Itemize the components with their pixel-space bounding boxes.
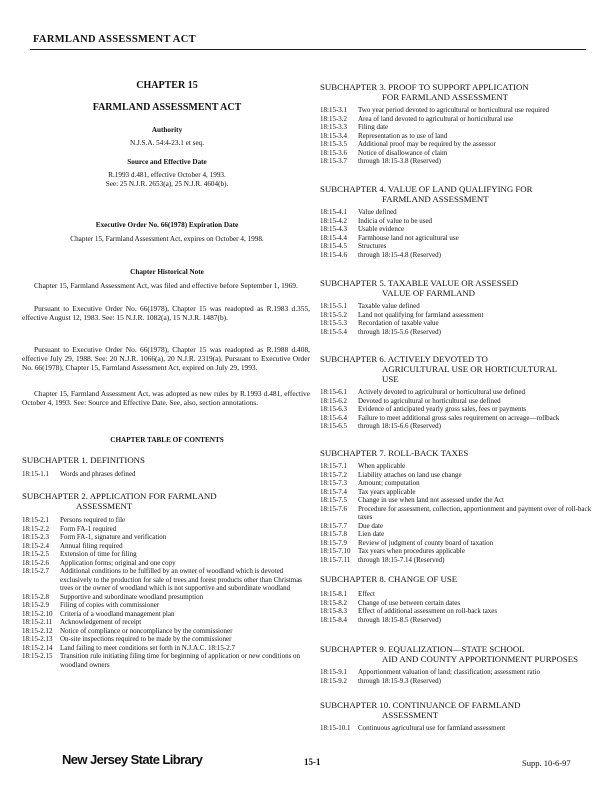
section-number: 18:15-9.1 (320, 668, 348, 676)
section-title: Structures (358, 242, 387, 250)
section-title: Actively devoted to agricultural or horticultural use defined (358, 388, 525, 396)
section-title: Filing of copies with commissioner (60, 601, 160, 609)
subchapter-10-heading (320, 700, 598, 720)
toc-entry (320, 471, 598, 480)
section-number: 18:15-2.14 (22, 643, 53, 652)
section-number: 18:15-10.1 (320, 724, 351, 732)
section-title: through 18:15-4.8 (Reserved) (358, 250, 442, 259)
section-number: 18:15-4.3 (320, 225, 348, 233)
section-title: Due date (358, 521, 384, 530)
toc-entry (320, 547, 598, 556)
toc-entry (22, 635, 310, 644)
toc-entry (320, 157, 598, 166)
chapter-number: CHAPTER 15 (136, 80, 198, 91)
section-number: 18:15-7.2 (320, 470, 348, 479)
section-title: Recordation of taxable value (358, 319, 439, 327)
toc-entry (22, 516, 310, 525)
section-number: 18:15-3.3 (320, 123, 348, 131)
section-number: 18:15-2.7 (22, 567, 50, 575)
section-title: Amount; computation (358, 479, 420, 487)
subchapter-10-heading-line-1: SUBCHAPTER 10. CONTINUANCE OF FARMLAND (320, 700, 521, 710)
subchapter-10-heading-line-2: ASSESSMENT (382, 710, 439, 720)
section-title: Land failing to meet conditions set forth in N.J.A.C. 18:15-2.7 (60, 643, 235, 652)
subchapter-5-heading (320, 278, 598, 298)
section-number: 18:15-8.1 (320, 590, 348, 598)
section-title: Review of judgment of county board of taxation (358, 538, 494, 547)
section-number: 18:15-3.5 (320, 140, 348, 148)
section-number: 18:15-2.3 (22, 533, 50, 541)
source-heading: Source and Effective Date (127, 158, 207, 166)
section-title: Extension of time for filing (60, 550, 137, 558)
toc-entry (22, 470, 310, 479)
subchapter-5-heading-line-1: SUBCHAPTER 5. TAXABLE VALUE OR ASSESSED (320, 278, 519, 288)
toc-entry (22, 559, 310, 568)
section-number: 18:15-3.1 (320, 106, 348, 114)
section-number: 18:15-9.2 (320, 676, 348, 685)
toc-entry (320, 302, 598, 311)
section-title: When applicable (358, 462, 406, 470)
section-title: Liability attaches on land use change (358, 470, 462, 479)
subchapter-4-heading-line-2: FARMLAND ASSESSMENT (382, 194, 489, 204)
section-title: Failure to meet additional gross sales requirement on acreage—rollback (358, 413, 560, 422)
section-number: 18:15-7.10 (320, 547, 351, 555)
section-title: through 18:15-9.3 (Reserved) (358, 676, 442, 685)
toc-entry (22, 542, 310, 551)
toc-entry (22, 627, 310, 636)
toc-entry (320, 556, 598, 565)
toc-entry (320, 225, 598, 234)
section-title: Filing date (358, 123, 389, 131)
subchapter-6-entries (320, 388, 598, 431)
section-number: 18:15-2.6 (22, 558, 50, 567)
section-title: Notice of compliance or noncompliance by the commissioner (60, 626, 233, 635)
section-title: Words and phrases defined (60, 470, 136, 478)
section-title: Effect (358, 590, 375, 598)
exec-order-text: Chapter 15, Farmland Assessment Act, expires on October 4, 1998. (70, 235, 264, 243)
section-title: through 18:15-7.14 (Reserved) (358, 555, 445, 564)
subchapter-8-heading: SUBCHAPTER 8. CHANGE OF USE (320, 574, 458, 584)
subchapter-3-heading-line-2: FOR FARMLAND ASSESSMENT (382, 92, 508, 102)
section-title: On-site inspections required to be made by the commissioner (60, 635, 232, 643)
section-number: 18:15-8.4 (320, 615, 348, 624)
toc-entry (320, 115, 598, 124)
subchapter-5-entries (320, 302, 598, 336)
toc-entry (320, 522, 598, 531)
toc-entry (320, 414, 598, 423)
toc-entry (320, 106, 598, 115)
toc-heading: CHAPTER TABLE OF CONTENTS (110, 436, 224, 444)
toc-entry (320, 149, 598, 158)
section-number: 18:15-3.2 (320, 114, 348, 123)
history-para-1: Chapter 15, Farmland Assessment Act, was filed and effective before September 1, 1969. (34, 281, 298, 290)
section-number: 18:15-2.8 (22, 592, 50, 601)
subchapter-6-heading (320, 354, 598, 384)
section-title: Farmhouse land not agricultural use (358, 233, 459, 242)
toc-entry (320, 607, 598, 616)
subchapter-2-heading-line-2: ASSESSMENT (76, 501, 133, 511)
section-number: 18:15-6.1 (320, 388, 348, 396)
subchapter-9-heading-line-2: AID AND COUNTY APPORTIONMENT PURPOSES (382, 654, 578, 664)
section-number: 18:15-2.11 (22, 618, 53, 626)
subchapter-1-heading: SUBCHAPTER 1. DEFINITIONS (22, 455, 145, 465)
toc-entry (22, 601, 310, 610)
subchapter-4-heading (320, 184, 598, 204)
toc-entry (320, 422, 598, 431)
section-number: 18:15-5.4 (320, 327, 348, 336)
section-title: through 18:15-6.6 (Reserved) (358, 422, 442, 430)
toc-entry (320, 140, 598, 149)
section-title: Transition rule initiating filing time for beginning of application or new conditions on woodland owners (60, 652, 301, 669)
section-title: through 18:15-5.6 (Reserved) (358, 327, 442, 336)
section-number: 18:15-5.3 (320, 319, 348, 327)
subchapter-2-heading-line-1: SUBCHAPTER 2. APPLICATION FOR FARMLAND (22, 491, 217, 501)
section-title: Additional conditions to be fulfilled by an owner of woodland which is devoted exclusively to the production for sale of trees and forest products other than Christmas trees or the owner of woodland which is not supportive and subordinate woodland (60, 567, 303, 592)
section-number: 18:15-6.2 (320, 396, 348, 405)
toc-entry (320, 496, 598, 505)
section-number: 18:15-3.4 (320, 131, 348, 140)
section-number: 18:15-2.1 (22, 516, 50, 524)
section-title: Acknowledgement of receipt (60, 618, 142, 626)
section-number: 18:15-2.4 (22, 541, 50, 550)
toc-entry (320, 217, 598, 226)
toc-entry (320, 132, 598, 141)
section-number: 18:15-4.6 (320, 250, 348, 259)
section-number: 18:15-7.3 (320, 479, 348, 487)
section-title: Application forms; original and one copy (60, 558, 176, 567)
section-title: through 18:15-8.5 (Reserved) (358, 615, 442, 624)
history-para-3: Pursuant to Executive Order No. 66(1978), Chapter 15 was readopted as R.1988 d.408, effective July 29, 1988. See: 20 N.J.R. 1066(a), 20 N.J.R. 2319(a). Pursuant to Executive Order No. 66(1978), Chapter 15, Farmland Assessment Act, expired on July 29, 1993. (22, 345, 310, 372)
section-title: Usable evidence (358, 225, 405, 233)
source-line-1: R.1993 d.481, effective October 4, 1993. (108, 171, 226, 179)
section-number: 18:15-2.9 (22, 601, 50, 609)
section-title: Criteria of a woodland management plan (60, 609, 175, 618)
subchapter-7-heading: SUBCHAPTER 7. ROLL-BACK TAXES (320, 448, 469, 458)
section-title: Form FA-1, signature and verification (60, 533, 167, 541)
section-number: 18:15-2.5 (22, 550, 50, 558)
section-number: 18:15-4.4 (320, 233, 348, 242)
section-title: Continuous agricultural use for farmland assessment (358, 724, 506, 732)
toc-entry (320, 539, 598, 548)
chapter-title: FARMLAND ASSESSMENT ACT (92, 102, 242, 113)
toc-entry (22, 610, 310, 619)
toc-entry (320, 311, 598, 320)
toc-entry (22, 593, 310, 602)
section-number: 18:15-2.10 (22, 609, 53, 618)
section-title: Lien date (358, 530, 385, 538)
toc-entry (320, 505, 598, 522)
section-title: Procedure for assessment, collection, apportionment and payment over of roll-back taxes (358, 504, 592, 521)
toc-entry (320, 479, 598, 488)
toc-entry (320, 251, 598, 260)
subchapter-8-entries (320, 590, 598, 624)
subchapter-6-heading-line-3: USE (382, 374, 399, 384)
subchapter-9-heading-line-1: SUBCHAPTER 9. EQUALIZATION—STATE SCHOOL (320, 644, 525, 654)
toc-entry (320, 388, 598, 397)
source-line-2: See: 25 N.J.R. 2653(a), 25 N.J.R. 4604(b). (105, 180, 229, 188)
section-title: Value defined (358, 208, 397, 216)
section-title: Change of use between certain dates (358, 598, 461, 607)
section-title: Tax years applicable (358, 487, 416, 496)
toc-entry (320, 242, 598, 251)
section-number: 18:15-5.2 (320, 310, 348, 319)
section-title: Evidence of anticipated yearly gross sales, fees or payments (358, 405, 527, 413)
exec-order-heading: Executive Order No. 66(1978) Expiration Date (95, 221, 239, 229)
history-para-2: Pursuant to Executive Order No. 66(1978), Chapter 15 was readopted as R.1983 d.355, effective August 12, 1983. See: 15 N.J.R. 1082(a), 15 N.J.R. 1487(b). (22, 304, 310, 322)
toc-entry (320, 677, 598, 686)
toc-entry (320, 234, 598, 243)
subchapter-6-heading-line-1: SUBCHAPTER 6. ACTIVELY DEVOTED TO (320, 354, 488, 364)
section-number: 18:15-3.7 (320, 157, 348, 165)
header-rule (30, 49, 586, 50)
page-number: 15-1 (304, 757, 321, 767)
history-heading: Chapter Historical Note (130, 268, 204, 276)
toc-entry (320, 488, 598, 497)
section-number: 18:15-2.13 (22, 635, 53, 643)
toc-entry (22, 525, 310, 534)
toc-entry (320, 319, 598, 328)
subchapter-5-heading-line-2: VALUE OF FARMLAND (382, 288, 476, 298)
section-title: through 18:15-3.8 (Reserved) (358, 157, 442, 165)
toc-entry (320, 397, 598, 406)
section-title: Indicia of value to be used (358, 216, 433, 225)
toc-entry (22, 652, 310, 669)
section-number: 18:15-7.9 (320, 538, 348, 547)
subchapter-1-entries (22, 470, 310, 479)
section-number: 18:15-6.5 (320, 422, 348, 430)
toc-entry (320, 724, 598, 733)
subchapter-3-heading (320, 82, 598, 102)
section-title: Annual filing required (60, 541, 123, 550)
section-number: 18:15-7.1 (320, 462, 348, 470)
section-number: 18:15-7.8 (320, 530, 348, 538)
subchapter-6-heading-line-2: AGRICULTURAL USE OR HORTICULTURAL (382, 364, 558, 374)
section-title: Taxable value defined (358, 302, 420, 310)
subchapter-3-entries (320, 106, 598, 166)
toc-entry (22, 533, 310, 542)
section-number: 18:15-2.12 (22, 626, 53, 635)
section-number: 18:15-2.15 (22, 652, 53, 660)
section-title: Persons required to file (60, 516, 126, 524)
section-title: Land not qualifying for farmland assessment (358, 310, 484, 319)
section-title: Supportive and subordinate woodland presumption (60, 592, 204, 601)
toc-entry (320, 328, 598, 337)
subchapter-4-heading-line-1: SUBCHAPTER 4. VALUE OF LAND QUALIFYING FOR (320, 184, 533, 194)
section-number: 18:15-4.1 (320, 208, 348, 216)
toc-entry (22, 567, 310, 593)
toc-entry (320, 530, 598, 539)
library-logo: New Jersey State Library (62, 752, 203, 767)
section-number: 18:15-7.7 (320, 521, 348, 530)
toc-entry (320, 123, 598, 132)
subchapter-9-entries (320, 668, 598, 685)
section-title: Form FA-1 required (60, 524, 117, 533)
toc-entry (320, 208, 598, 217)
authority-text: N.J.S.A. 54:4-23.1 et seq. (129, 139, 205, 147)
toc-entry (320, 405, 598, 414)
section-title: Apportionment valuation of land; classification; assessment ratio (358, 668, 540, 676)
section-number: 18:15-3.6 (320, 148, 348, 157)
section-title: Effect of additional assessment on roll-back taxes (358, 607, 498, 615)
section-number: 18:15-2.2 (22, 524, 50, 533)
history-para-4: Chapter 15, Farmland Assessment Act, was adopted as new rules by R.1993 d.481, effective October 4, 1993. See: Source and Effective Date. See, also, section annotations. (22, 389, 310, 407)
section-number: 18:15-4.5 (320, 242, 348, 250)
section-title: Two year period devoted to agricultural or horticultural use required (358, 106, 549, 114)
section-number: 18:15-5.1 (320, 302, 348, 310)
section-number: 18:15-7.6 (320, 504, 348, 513)
toc-entry (320, 599, 598, 608)
section-title: Devoted to agricultural or horticultural use defined (358, 396, 501, 405)
supplement-date: Supp. 10-6-97 (522, 758, 571, 768)
running-head: FARMLAND ASSESSMENT ACT (33, 34, 196, 45)
toc-entry (320, 462, 598, 471)
toc-entry (22, 550, 310, 559)
section-number: 18:15-1.1 (22, 470, 50, 478)
section-title: Representation as to use of land (358, 131, 448, 140)
subchapter-9-heading (320, 644, 598, 664)
subchapter-2-heading (22, 491, 312, 511)
toc-entry (320, 668, 598, 677)
section-title: Notice of disallowance of claim (358, 148, 448, 157)
toc-entry (22, 644, 310, 653)
section-title: Change in use when land not assessed under the Act (358, 496, 504, 504)
subchapter-2-entries (22, 516, 310, 669)
subchapter-4-entries (320, 208, 598, 259)
subchapter-3-heading-line-1: SUBCHAPTER 3. PROOF TO SUPPORT APPLICATION (320, 82, 529, 92)
section-number: 18:15-7.4 (320, 487, 348, 496)
section-title: Tax years when procedures applicable (358, 547, 465, 555)
toc-entry (320, 590, 598, 599)
section-number: 18:15-6.3 (320, 405, 348, 413)
section-number: 18:15-8.2 (320, 598, 348, 607)
section-number: 18:15-6.4 (320, 413, 348, 422)
section-number: 18:15-7.5 (320, 496, 348, 504)
section-number: 18:15-4.2 (320, 216, 348, 225)
toc-entry (22, 618, 310, 627)
authority-heading: Authority (151, 126, 183, 134)
section-number: 18:15-7.11 (320, 555, 351, 564)
subchapter-7-entries (320, 462, 598, 564)
toc-entry (320, 616, 598, 625)
subchapter-10-entries (320, 724, 598, 733)
section-number: 18:15-8.3 (320, 607, 348, 615)
section-title: Additional proof may be required by the assessor (358, 140, 496, 148)
section-title: Area of land devoted to agricultural or horticultural use (358, 114, 514, 123)
